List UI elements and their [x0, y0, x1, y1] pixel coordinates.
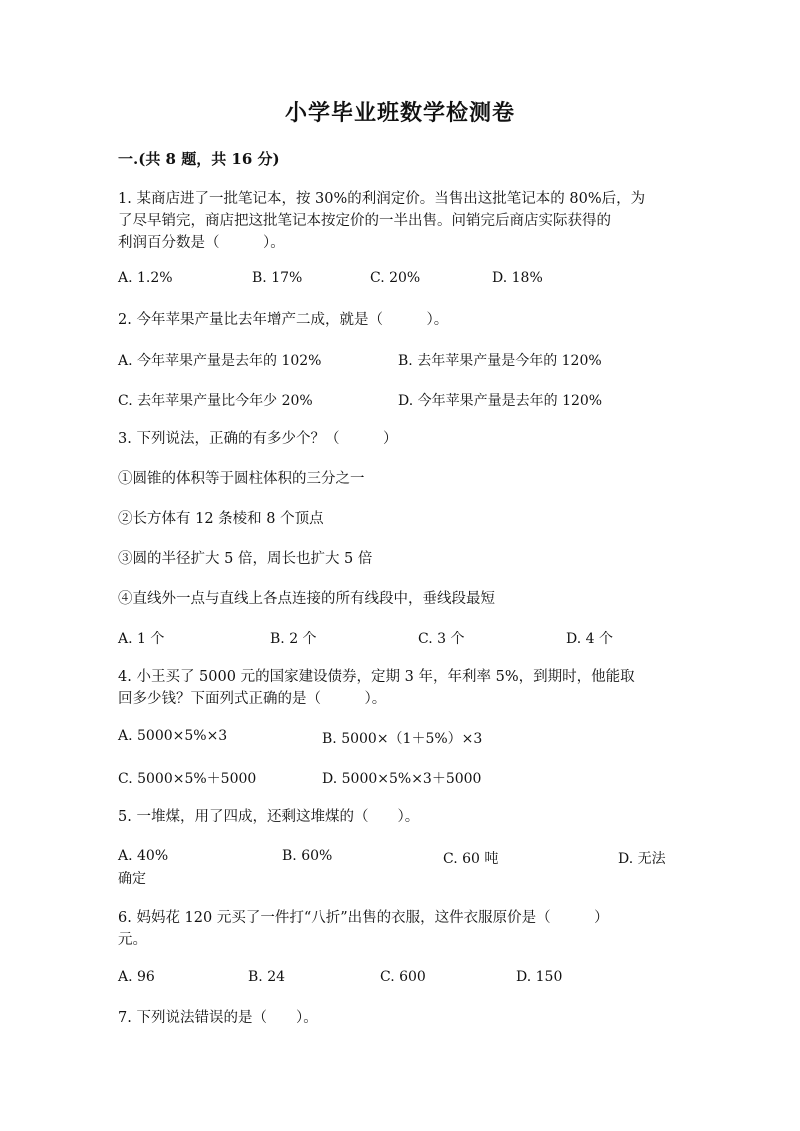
- q1-line-1: 1. 某商店进了一批笔记本，按 30%的利润定价。当售出这批笔记本的 80%后，为: [118, 191, 646, 207]
- q2-option-b: B. 去年苹果产量是今年的 120%: [398, 353, 602, 369]
- q5-option-d-wrap: 确定: [118, 871, 146, 887]
- section-heading: 一.(共 8 题，共 16 分): [118, 150, 280, 168]
- q2-stem: 2. 今年苹果产量比去年增产二成，就是（ ）。: [118, 312, 449, 328]
- q3-option-a: A. 1 个: [118, 631, 165, 647]
- q3-statement-3: ③圆的半径扩大 5 倍，周长也扩大 5 倍: [118, 551, 373, 567]
- q3-statement-1: ①圆锥的体积等于圆柱体积的三分之一: [118, 471, 365, 487]
- q7-stem: 7. 下列说法错误的是（ ）。: [118, 1010, 318, 1026]
- q6-option-a: A. 96: [118, 969, 155, 985]
- q2-option-d: D. 今年苹果产量是去年的 120%: [398, 393, 603, 409]
- q1-line-3: 利润百分数是（ ）。: [118, 235, 285, 251]
- q3-statement-4: ④直线外一点与直线上各点连接的所有线段中，垂线段最短: [118, 591, 495, 607]
- q5-option-b: B. 60%: [282, 848, 333, 864]
- q3-statement-2: ②长方体有 12 条棱和 8 个顶点: [118, 511, 324, 527]
- q6-option-b: B. 24: [248, 969, 286, 985]
- q6-option-d: D. 150: [516, 969, 563, 985]
- q3-stem: 3. 下列说法，正确的有多少个？（ ）: [118, 431, 398, 447]
- q6-option-c: C. 600: [380, 969, 426, 985]
- q6-line-1: 6. 妈妈花 120 元买了一件打“八折”出售的衣服，这件衣服原价是（ ）: [118, 910, 609, 926]
- q3-option-c: C. 3 个: [418, 631, 465, 647]
- q4-option-c: C. 5000×5%＋5000: [118, 771, 257, 787]
- q5-stem: 5. 一堆煤，用了四成，还剩这堆煤的（ ）。: [118, 809, 420, 825]
- q6-line-2: 元。: [118, 932, 147, 948]
- q3-option-b: B. 2 个: [270, 631, 317, 647]
- q2-option-c: C. 去年苹果产量比今年少 20%: [118, 393, 313, 409]
- q5-option-a: A. 40%: [118, 848, 169, 864]
- q1-option-a: A. 1.2%: [118, 270, 173, 286]
- q4-option-d: D. 5000×5%×3＋5000: [322, 771, 482, 787]
- q1-option-c: C. 20%: [370, 270, 421, 286]
- q1-option-b: B. 17%: [252, 270, 303, 286]
- q4-option-a: A. 5000×5%×3: [118, 728, 228, 744]
- q1-line-2: 了尽早销完，商店把这批笔记本按定价的一半出售。问销完后商店实际获得的: [118, 213, 611, 229]
- q4-option-b: B. 5000×（1＋5%）×3: [322, 731, 483, 747]
- q4-line-2: 回多少钱？下面列式正确的是（ ）。: [118, 691, 387, 707]
- q2-option-a: A. 今年苹果产量是去年的 102%: [118, 353, 322, 369]
- q1-option-d: D. 18%: [492, 270, 543, 286]
- q4-line-1: 4. 小王买了 5000 元的国家建设债券，定期 3 年，年利率 5%，到期时，他能取: [118, 669, 635, 685]
- q5-option-d: D. 无法: [618, 851, 666, 867]
- page-title: 小学毕业班数学检测卷: [284, 100, 515, 126]
- q5-option-c: C. 60 吨: [443, 851, 499, 867]
- q3-option-d: D. 4 个: [566, 631, 613, 647]
